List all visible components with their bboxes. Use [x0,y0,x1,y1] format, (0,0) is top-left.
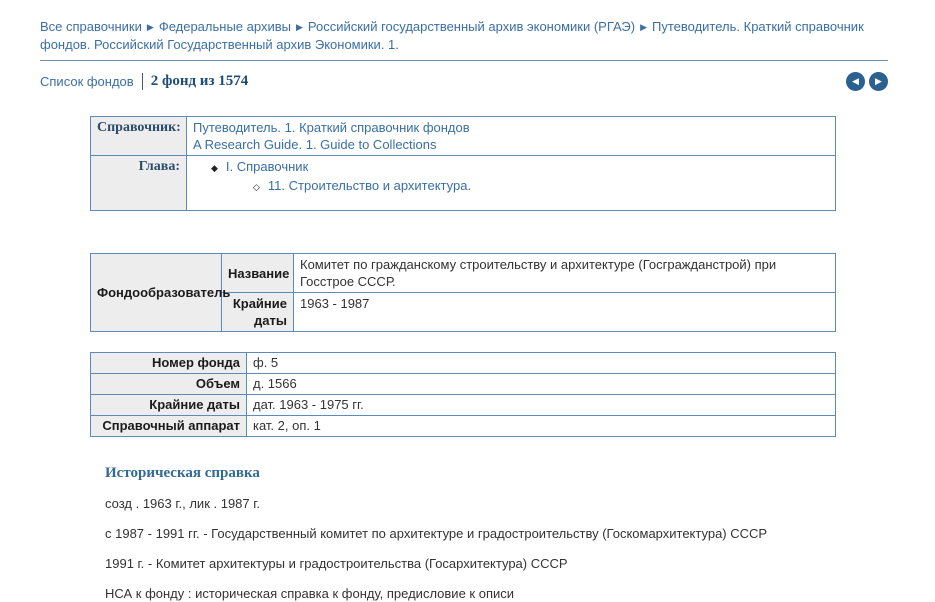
historical-note-paragraph: с 1987 - 1991 гг. - Государственный комитет по архитектуре и градостроительству (Госкомархитектура) СССР [105,526,768,541]
breadcrumb-current-page: Путеводитель. Краткий справочник фондов. Российский Государственный архив Экономики. 1. [40,19,864,52]
historical-note-section [105,465,865,602]
breadcrumb-link-rgae[interactable]: Российский государственный архив экономики (РГАЭ) [307,19,636,34]
fond-dates-label: Крайние даты [91,395,247,416]
fond-list-link[interactable]: Список фондов [40,73,134,89]
reference-label: Справочник: [91,117,187,156]
next-fond-button[interactable] [869,72,888,91]
breadcrumb-arrow-icon: ▶ [640,22,647,32]
table-row [91,374,836,395]
breadcrumb-arrow-icon: ▶ [146,22,154,32]
chapter-label: Глава: [91,156,187,211]
arrow-right-icon: ▶ [875,75,882,86]
fond-number-label: Номер фонда [91,353,247,374]
fond-dates-value: дат. 1963 - 1975 гг. [247,395,836,416]
historical-note-paragraph: 1991 г. - Комитет архитектуры и градостроительства (Госархитектура) СССР [105,556,568,571]
list-item [211,158,829,177]
breadcrumb-link-federal-archives[interactable]: Федеральные архивы [158,19,291,34]
creator-dates-value: 1963 - 1987 [294,293,836,332]
table-row [91,395,836,416]
table-row [91,254,836,293]
fond-apparatus-label: Справочный аппарат [91,416,247,437]
creator-group-label: Фондообразователь [91,254,222,332]
prev-fond-button[interactable] [846,72,865,91]
creator-name-label: Название [222,254,294,293]
table-row [91,117,836,156]
chapter-value-cell [187,156,836,211]
fond-number-value: ф. 5 [247,353,836,374]
hollow-diamond-bullet-icon: ◇ [253,182,260,192]
table-row [91,416,836,437]
chapter-link-level2[interactable]: 11. Строительство и архитектура. [267,178,472,193]
filled-diamond-bullet-icon: ◆ [211,163,218,173]
table-row [91,156,836,211]
reference-value-cell [187,117,836,156]
historical-note-title: Историческая справка [105,465,260,481]
breadcrumb [40,18,888,61]
guide-link-en[interactable]: A Research Guide. 1. Guide to Collections [193,137,437,152]
reference-table [90,116,836,211]
separator [142,73,143,90]
fond-volume-value: д. 1566 [247,374,836,395]
creator-table [90,253,836,332]
historical-note-paragraph: созд . 1963 г., лик . 1987 г. [105,496,261,511]
fond-apparatus-value: кат. 2, оп. 1 [247,416,836,437]
breadcrumb-arrow-icon: ▶ [295,22,303,32]
fond-table [90,352,836,437]
arrow-left-icon: ◀ [852,75,859,86]
historical-note-paragraph: НСА к фонду : историческая справка к фонду, предисловие к описи [105,586,515,601]
creator-name-value: Комитет по гражданскому строительству и архитектуре (Госгражданстрой) при Госстрое СССР. [294,254,836,293]
fond-volume-label: Объем [91,374,247,395]
breadcrumb-link-all-guides[interactable]: Все справочники [40,19,142,34]
chapter-link-level1[interactable]: I. Справочник [225,159,309,174]
table-row [91,353,836,374]
guide-link-ru[interactable]: Путеводитель. 1. Краткий справочник фондов [193,120,470,135]
creator-dates-label: Крайние даты [222,293,294,332]
fond-position-counter: 2 фонд из 1574 [150,72,249,89]
toolbar [40,69,888,93]
list-item [253,177,829,196]
